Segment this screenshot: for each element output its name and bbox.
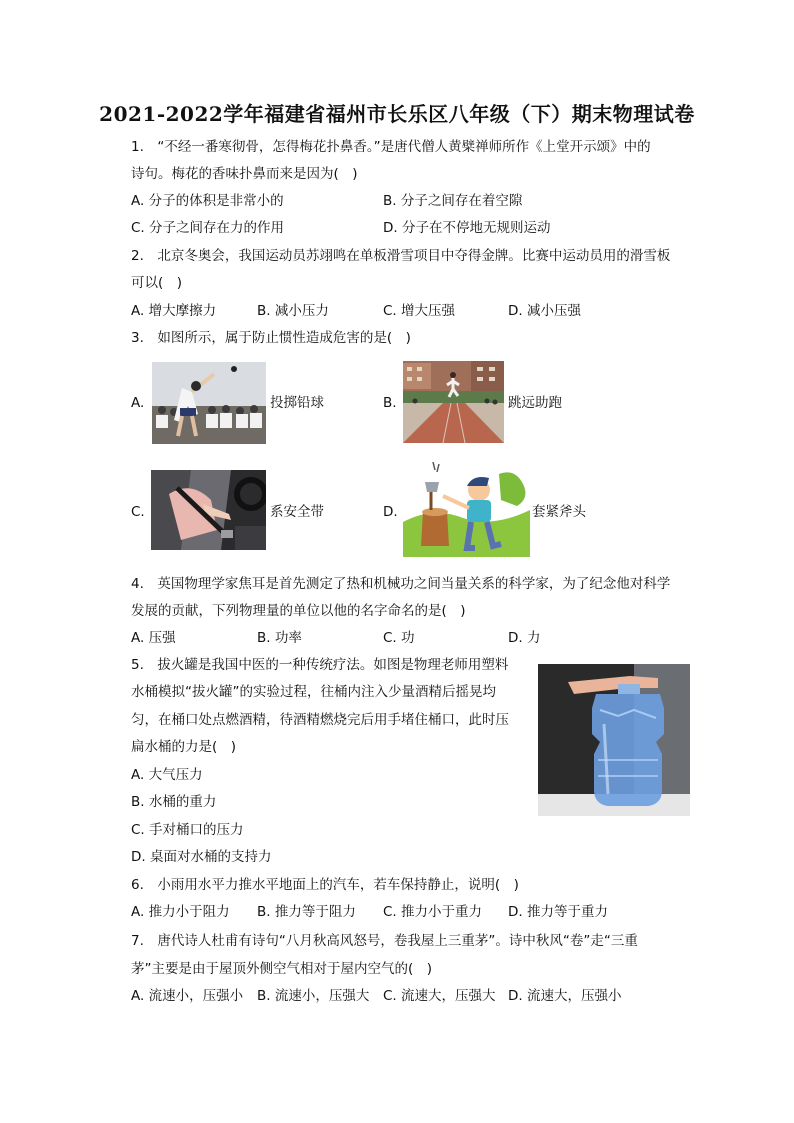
q5-stem-line2: 水桶模拟“拔火罐”的实验过程，往桶内注入少量酒精后摇晃均 [131, 684, 496, 700]
q4-option-b: B. 功率 [257, 630, 302, 646]
q1-option-c: C. 分子之间存在力的作用 [131, 220, 285, 236]
q3-stem: 3. 如图所示，属于防止惯性造成危害的是( ) [131, 330, 411, 346]
q2-option-c: C. 增大压强 [383, 303, 456, 319]
q6-stem: 6. 小雨用水平力推水平地面上的汽车，若车保持静止，说明( ) [131, 877, 519, 893]
q3-option-a-letter: A. [131, 395, 145, 411]
q5-stem-line4: 扁水桶的力是( ) [131, 739, 237, 755]
water-bucket-photo [538, 664, 690, 816]
q7-option-b: B. 流速小，压强大 [257, 988, 370, 1004]
q6-option-b: B. 推力等于阻力 [257, 904, 356, 920]
axe-cartoon-image [403, 456, 530, 557]
q4-option-c: C. 功 [383, 630, 415, 646]
q2-option-a: A. 增大摩擦力 [131, 303, 217, 319]
q3-option-d-label: 套紧斧头 [532, 504, 586, 520]
q7-stem-line1: 7. 唐代诗人杜甫有诗句“八月秋高风怒号，卷我屋上三重茅”。诗中秋风“卷”走“三重 [131, 933, 638, 949]
q3-option-c-letter: C. [131, 504, 145, 520]
q5-option-c: C. 手对桶口的压力 [131, 822, 244, 838]
q6-option-d: D. 推力等于重力 [508, 904, 608, 920]
q5-option-a: A. 大气压力 [131, 767, 203, 783]
q2-option-b: B. 减小压力 [257, 303, 329, 319]
q3-option-b-label: 跳远助跑 [508, 395, 562, 411]
q5-option-d: D. 桌面对水桶的支持力 [131, 849, 272, 865]
q1-option-b: B. 分子之间存在着空隙 [383, 193, 523, 209]
q5-option-b: B. 水桶的重力 [131, 794, 217, 810]
seatbelt-photo [151, 470, 266, 550]
q4-option-a: A. 压强 [131, 630, 176, 646]
q7-option-a: A. 流速小，压强小 [131, 988, 244, 1004]
q1-option-d: D. 分子在不停地无规则运动 [383, 220, 551, 236]
q1-option-a: A. 分子的体积是非常小的 [131, 193, 284, 209]
q7-stem-line2: 茅”主要是由于屋顶外侧空气相对于屋内空气的( ) [131, 961, 433, 977]
q2-option-d: D. 减小压强 [508, 303, 581, 319]
shot-put-photo [152, 362, 266, 444]
q3-option-a-label: 投掷铅球 [270, 395, 324, 411]
q5-stem-line1: 5. 拔火罐是我国中医的一种传统疗法。如图是物理老师用塑料 [131, 657, 509, 673]
q4-stem-line1: 4. 英国物理学家焦耳是首先测定了热和机械功之间当量关系的科学家，为了纪念他对科学 [131, 576, 671, 592]
q2-stem-line1: 2. 北京冬奥会，我国运动员苏翊鸣在单板滑雪项目中夺得金牌。比赛中运动员用的滑雪板 [131, 248, 671, 264]
q7-option-c: C. 流速大，压强大 [383, 988, 496, 1004]
q3-option-d-letter: D. [383, 504, 398, 520]
q3-option-b-letter: B. [383, 395, 397, 411]
q6-option-c: C. 推力小于重力 [383, 904, 483, 920]
q2-stem-line2: 可以( ) [131, 275, 183, 291]
q4-stem-line2: 发展的贡献，下列物理量的单位以他的名字命名的是( ) [131, 603, 466, 619]
q5-stem-line3: 匀，在桶口处点燃酒精，待酒精燃烧完后用手堵住桶口，此时压 [131, 712, 509, 728]
q4-option-d: D. 力 [508, 630, 541, 646]
q3-option-c-label: 系安全带 [270, 504, 324, 520]
q7-option-d: D. 流速大，压强小 [508, 988, 622, 1004]
q1-stem-line2: 诗句。梅花的香味扑鼻而来是因为( ) [131, 166, 358, 182]
long-jump-photo [403, 361, 504, 443]
q6-option-a: A. 推力小于阻力 [131, 904, 230, 920]
q1-stem-line1: 1. “不经一番寒彻骨，怎得梅花扑鼻香。”是唐代僧人黄檗禅师所作《上堂开示颂》中的 [131, 139, 651, 155]
page-title: 2021-2022学年福建省福州市长乐区八年级（下）期末物理试卷 [99, 102, 695, 126]
